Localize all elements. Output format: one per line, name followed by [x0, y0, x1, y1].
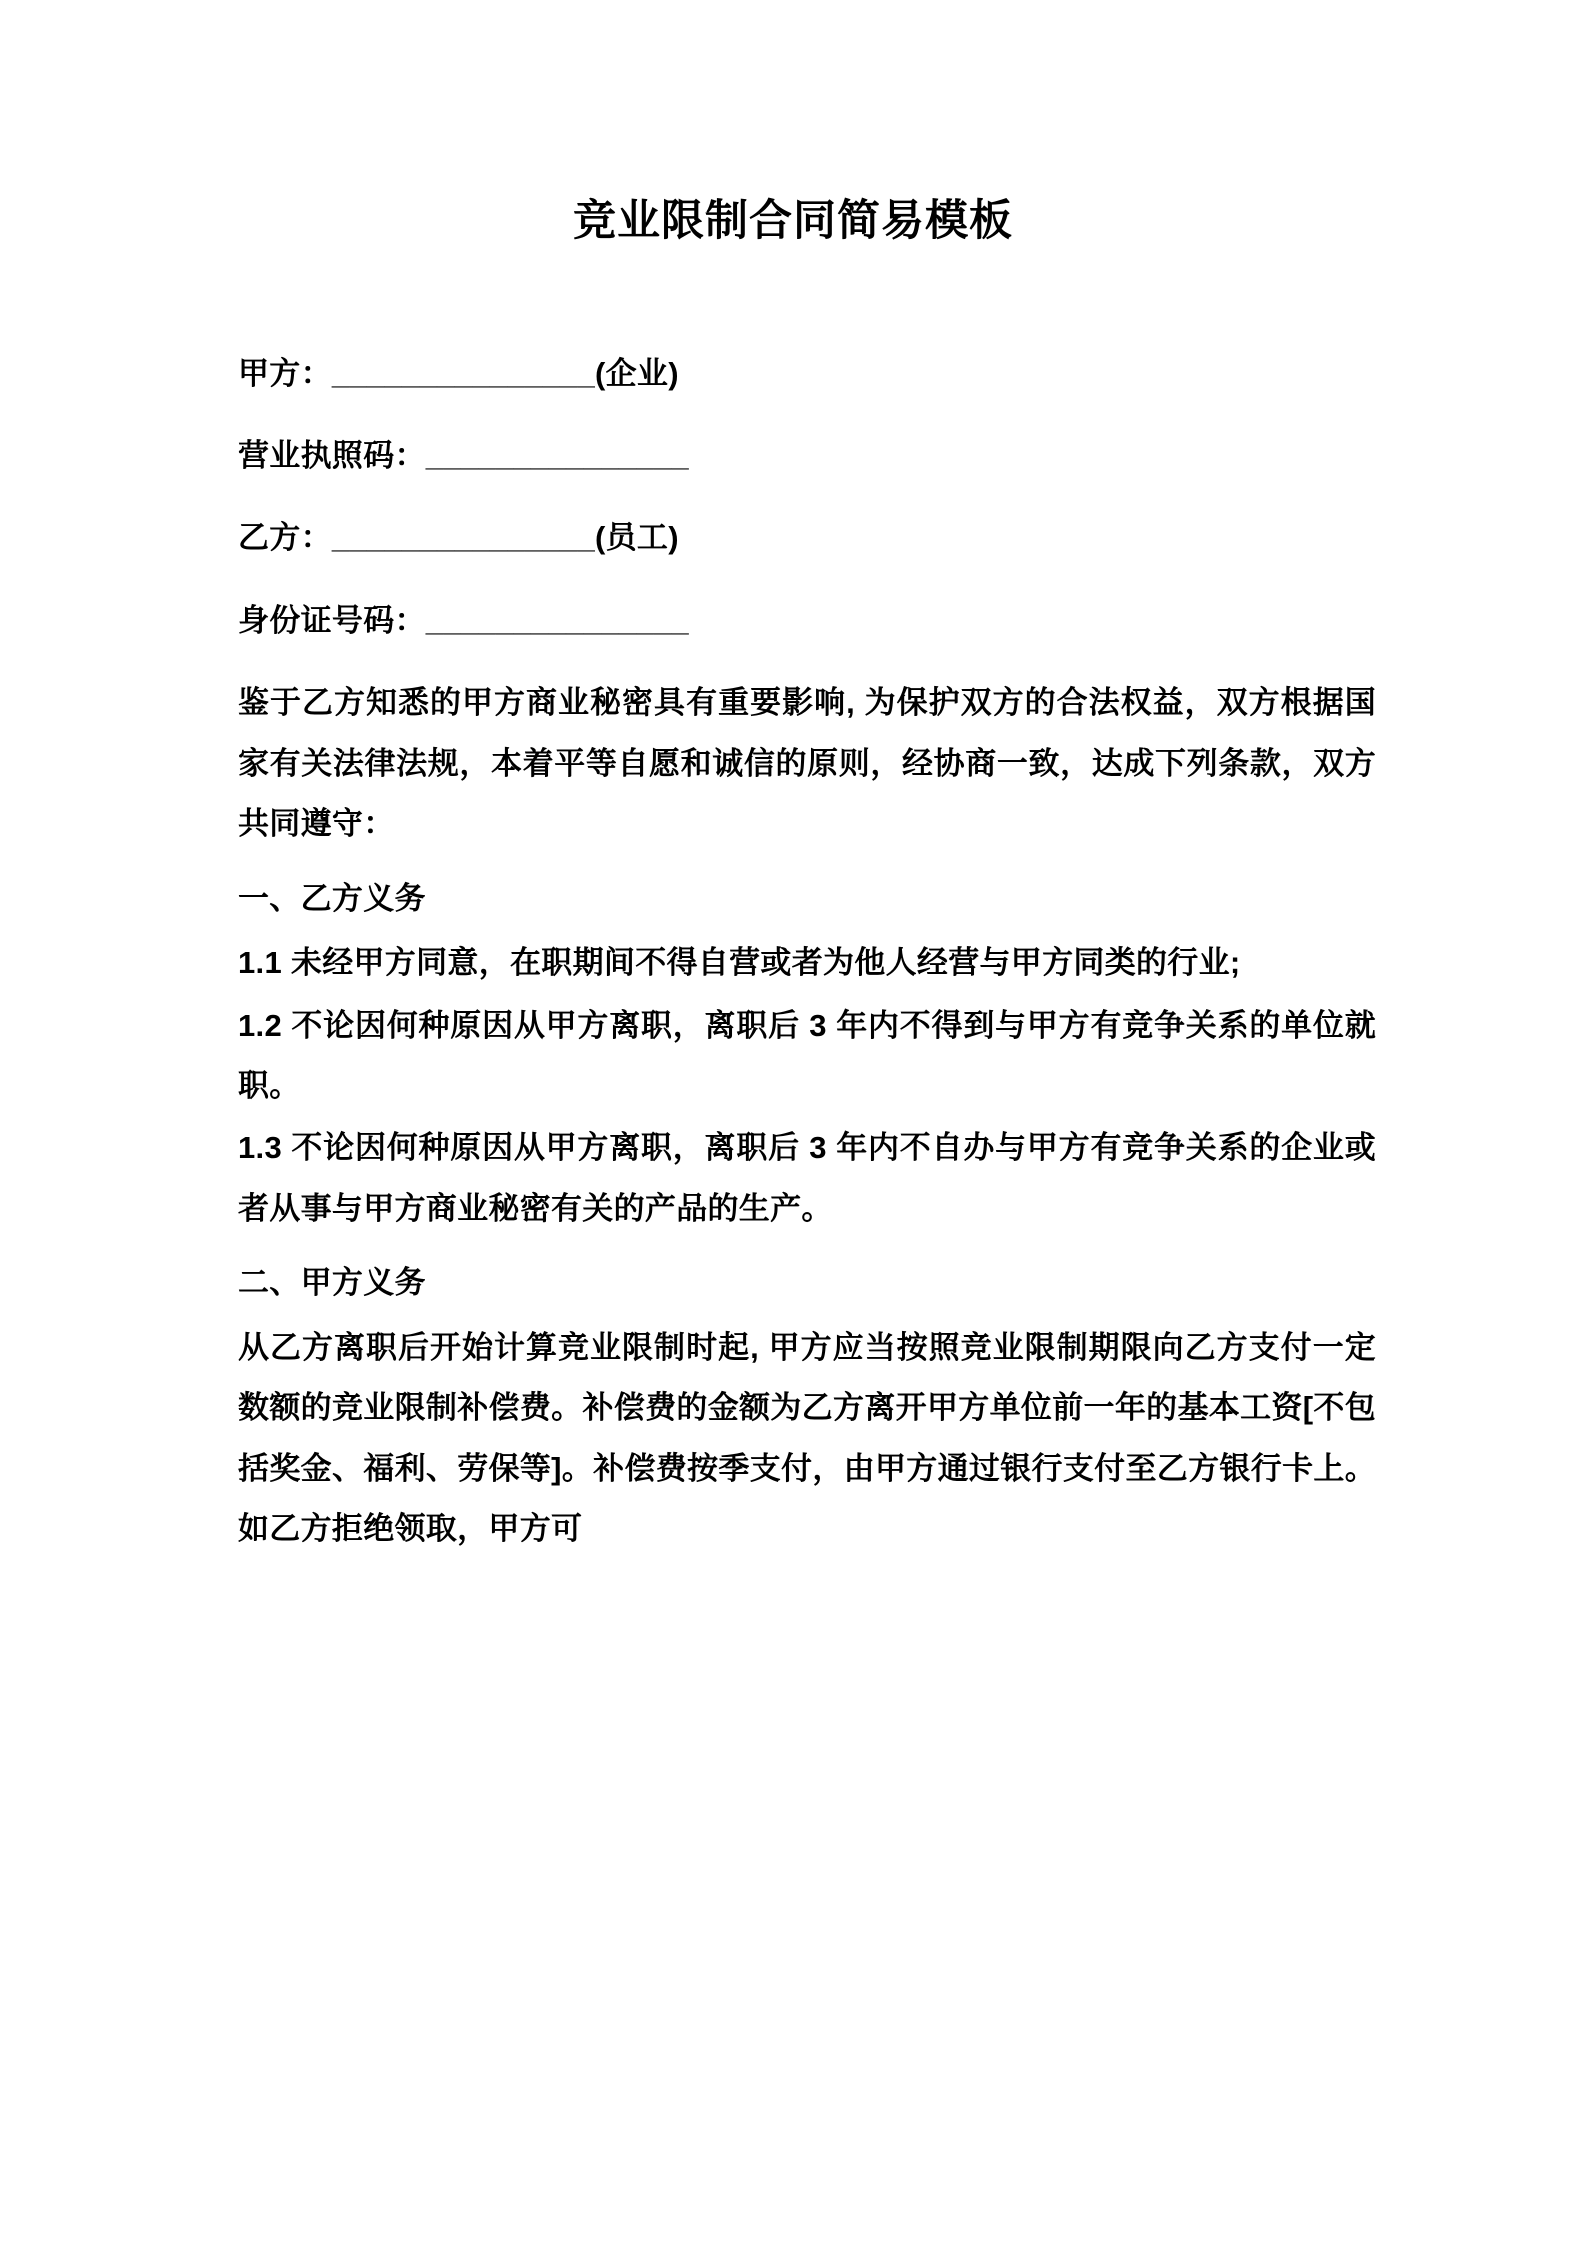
preamble-paragraph: 鉴于乙方知悉的甲方商业秘密具有重要影响, 为保护双方的合法权益，双方根据国家有关法律法规，本着平等自愿和诚信的原则，经协商一致，达成下列条款，双方共同遵守： — [238, 685, 1376, 842]
business-license-field: 营业执照码：_______________ — [238, 438, 689, 474]
clause-1-1: 1.1 未经甲方同意，在职期间不得自营或者为他人经营与甲方同类的行业; — [238, 945, 1241, 981]
party-a-field: 甲方：_______________(企业) — [238, 355, 679, 391]
section-two-body: 从乙方离职后开始计算竞业限制时起, 甲方应当按照竞业限制期限向乙方支付一定数额的竞业限制补偿费。补偿费的金额为乙方离开甲方单位前一年的基本工资[不包括奖金、福利、劳保等]。补偿费按季支付，由甲方通过银行支付至乙方银行卡上。如乙方拒绝领取，甲方可 — [238, 1329, 1376, 1547]
section-one-heading: 一、乙方义务 — [238, 880, 426, 916]
section-two-heading: 二、甲方义务 — [238, 1265, 426, 1301]
document-body — [0, 344, 1586, 1560]
id-number-field: 身份证号码：_______________ — [238, 602, 689, 638]
party-b-field: 乙方：_______________(员工) — [238, 520, 679, 556]
clause-1-3: 1.3 不论因何种原因从甲方离职，离职后 3 年内不自办与甲方有竞争关系的企业或者从事与甲方商业秘密有关的产品的生产。 — [238, 1130, 1376, 1226]
page-title: 竞业限制合同简易模板 — [573, 197, 1013, 245]
clause-1-2: 1.2 不论因何种原因从甲方离职，离职后 3 年内不得到与甲方有竞争关系的单位就职。 — [238, 1007, 1376, 1103]
